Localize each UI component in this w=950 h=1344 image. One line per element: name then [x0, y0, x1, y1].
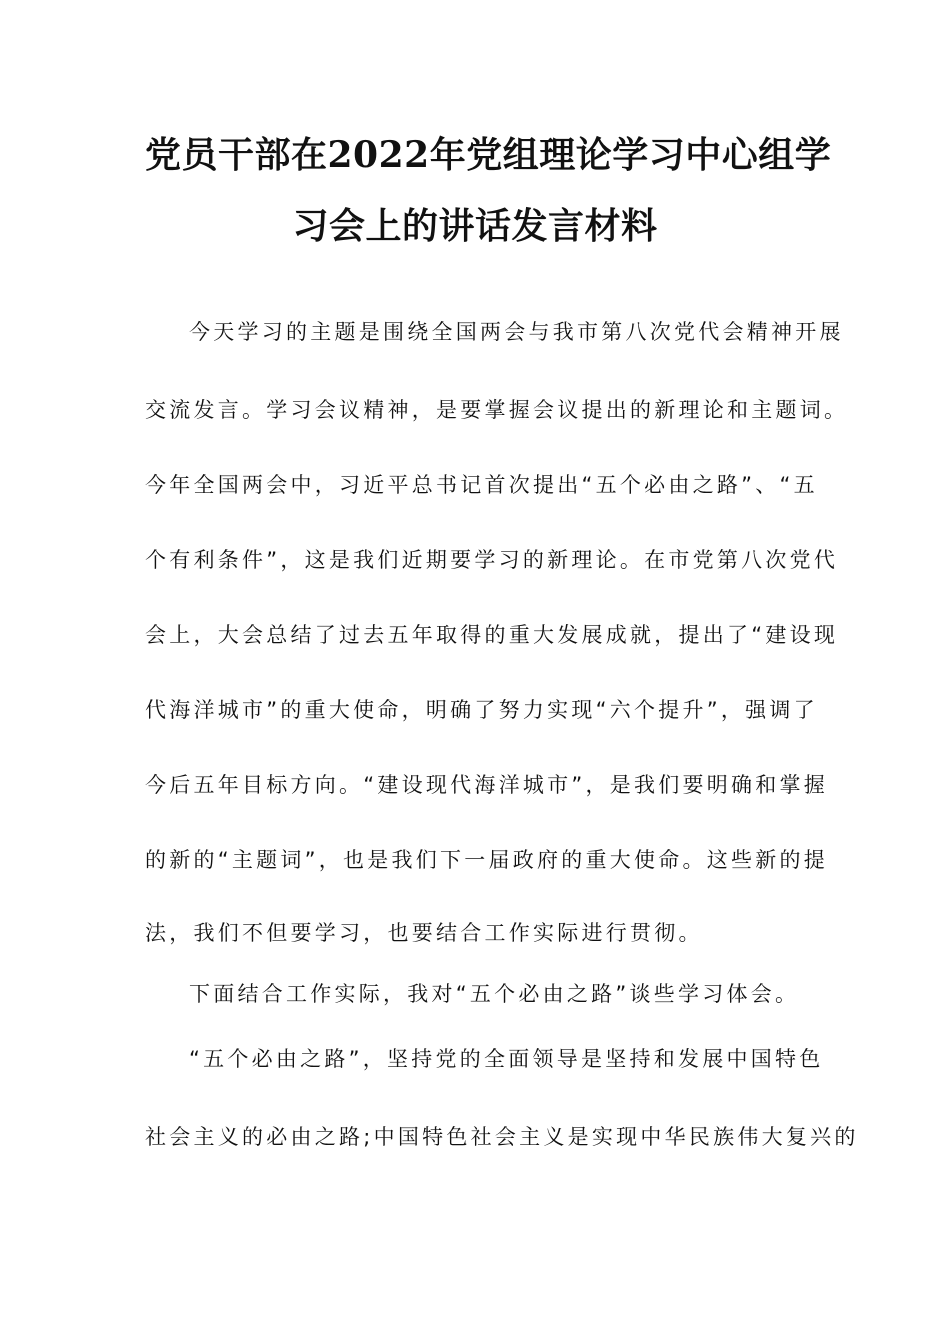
paragraph-1-line-4: 个有利条件”，这是我们近期要学习的新理论。在市党第八次党代	[145, 548, 839, 572]
paragraph-1-line-2: 交流发言。学习会议精神，是要掌握会议提出的新理论和主题词。	[145, 398, 849, 422]
paragraph-3-line-1: “五个必由之路”，坚持党的全面领导是坚持和发展中国特色	[189, 1047, 824, 1071]
paragraph-1-line-9: 法，我们不但要学习，也要结合工作实际进行贯彻。	[145, 921, 703, 945]
paragraph-1-line-5: 会上，大会总结了过去五年取得的重大发展成就，提出了“建设现	[145, 623, 839, 647]
document-title-line-1: 党员干部在2022年党组理论学习中心组学	[145, 134, 832, 176]
paragraph-2-line-1: 下面结合工作实际，我对“五个必由之路”谈些学习体会。	[189, 982, 800, 1006]
paragraph-1-line-3: 今年全国两会中，习近平总书记首次提出“五个必由之路”、“五	[145, 473, 818, 497]
paragraph-1-line-7: 今后五年目标方向。“建设现代海洋城市”，是我们要明确和掌握	[145, 773, 829, 797]
paragraph-3-line-2: 社会主义的必由之路;中国特色社会主义是实现中华民族伟大复兴的	[145, 1125, 859, 1149]
paragraph-1-line-1: 今天学习的主题是围绕全国两会与我市第八次党代会精神开展	[189, 320, 844, 344]
paragraph-1-line-8: 的新的“主题词”，也是我们下一届政府的重大使命。这些新的提	[145, 848, 829, 872]
paragraph-1-line-6: 代海洋城市”的重大使命，明确了努力实现“六个提升”，强调了	[145, 698, 818, 722]
document-title-line-2: 习会上的讲话发言材料	[292, 205, 658, 247]
